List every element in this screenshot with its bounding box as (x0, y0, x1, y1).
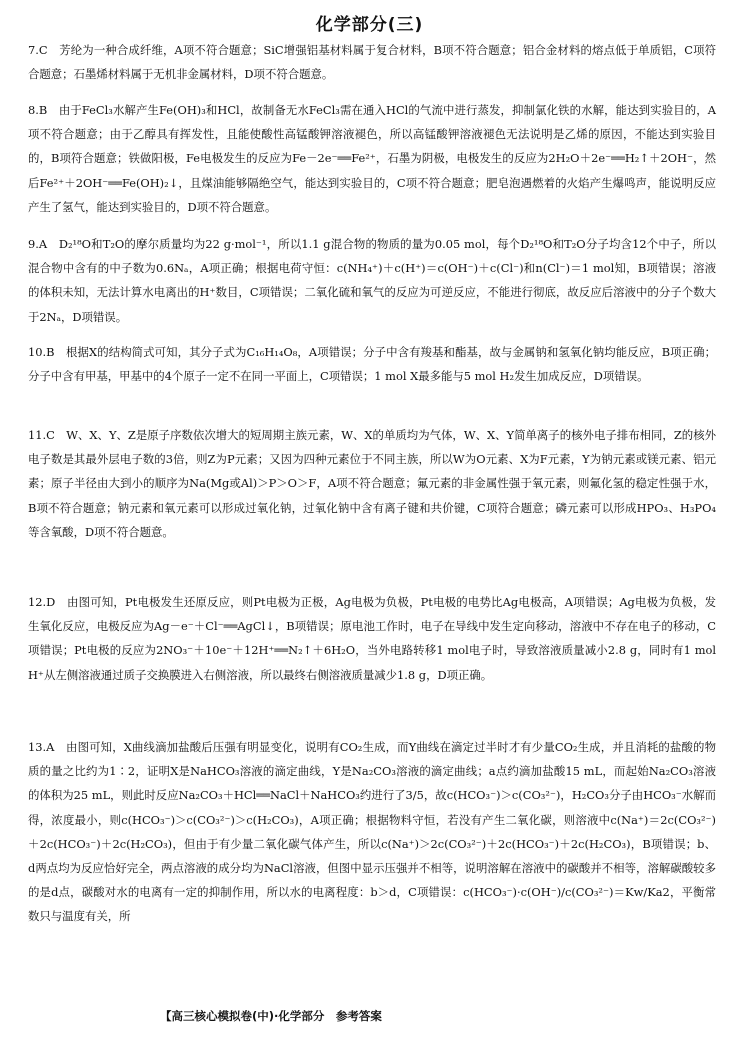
answer-text: 11.C W、X、Y、Z是原子序数依次增大的短周期主族元素，W、X的单质均为气体，W、X、Y简单离子的核外电子排布相同，Z的核外电子数是其最外层电子数的3倍，则Z为P元素；又因为四种元素位于不同主族，所以W为O元素、X为F元素，Y为钠元素或镁元素、铝元素；原子半径由大到小的顺序为Na(Mg或Al)＞P＞O＞F，A项不符合题意；氟元素的非金属性强于氧元素，则氟化氢的稳定性强于水，B项不符合题意；钠元素和氧元素可以形成过氧化钠，过氧化钠中含有离子键和共价键，C项符合题意；磷元素可以形成HPO₃、H₃PO₄等含氧酸，D项不符合题意。 (28, 428, 716, 539)
answer-q7 (28, 38, 716, 86)
answer-q9 (28, 232, 716, 329)
answer-text: 13.A 由图可知，X曲线滴加盐酸后压强有明显变化，说明有CO₂生成，而Y曲线在滴定过半时才有少量CO₂生成，并且消耗的盐酸的物质的量之比约为1∶2，证明X是NaHCO₃溶液的滴定曲线，Y是Na₂CO₃溶液的滴定曲线；a点约滴加盐酸15 mL，而起始Na₂CO₃溶液的体积为25 mL，则此时反应Na₂CO₃＋HCl══NaCl＋NaHCO₃约进行了3/5，故c(HCO₃⁻)＞c(CO₃²⁻)，H₂CO₃分子由HCO₃⁻水解而得，浓度最小，则c(HCO₃⁻)＞c(CO₃²⁻)＞c(H₂CO₃)，A项正确；根据物料守恒，若没有产生二氧化碳，则溶液中c(Na⁺)＝2c(CO₃²⁻)＋2c(HCO₃⁻)＋2c(H₂CO₃)，但由于有少量二氧化碳气体产生，所以c(Na⁺)＞2c(CO₃²⁻)＋2c(HCO₃⁻)＋2c(H₂CO₃)，B项错误；b、d两点均为反应恰好完全，两点溶液的成分均为NaCl溶液，但图中显示压强并不相等，说明溶解在溶液中的碳酸并不相等，溶解碳酸较多的是d点，碳酸对水的电离有一定的抑制作用，所以水的电离程度：b＞d，C项错误：c(HCO₃⁻)·c(OH⁻)/c(CO₃²⁻)＝Kw/Ka2，平衡常数只与温度有关，所 (28, 740, 716, 924)
answer-q13 (28, 735, 716, 929)
answer-text: 9.A D₂¹⁸O和T₂O的摩尔质量均为22 g·mol⁻¹，所以1.1 g混合物的物质的量为0.05 mol，每个D₂¹⁸O和T₂O分子均含12个中子，所以混合物中含有的中子数为0.6Nₐ，A项正确；根据电荷守恒：c(NH₄⁺)＋c(H⁺)＝c(OH⁻)＋c(Cl⁻)和n(Cl⁻)＝1 mol知，B项错误；溶液的体积未知，无法计算水电离出的H⁺数目，C项错误；二氧化硫和氧气的反应为可逆反应，不能进行彻底，故反应后溶液中的分子个数大于2Nₐ，D项错误。 (28, 237, 716, 324)
answer-text: 7.C 芳纶为一种合成纤维，A项不符合题意；SiC增强铝基材料属于复合材料，B项不符合题意；铝合金材料的熔点低于单质铝，C项符合题意；石墨烯材料属于无机非金属材料，D项不符合题意。 (28, 43, 716, 82)
answer-q12 (28, 590, 716, 687)
page-title: 化学部分(三) (315, 15, 424, 35)
answer-text: 12.D 由图可知，Pt电极发生还原反应，则Pt电极为正极，Ag电极为负极，Pt电极的电势比Ag电极高，A项错误；Ag电极为负极，发生氧化反应，电极反应为Ag－e⁻＋Cl⁻══AgCl↓，B项错误；原电池工作时，电子在导线中发生定向移动，溶液中不存在电子的移动，C项错误；Pt电极的反应为2NO₃⁻＋10e⁻＋12H⁺══N₂↑＋6H₂O，当外电路转移1 mol电子时，导致溶液质量减小2.8 g，同时有1 mol H⁺从左侧溶液通过质子交换膜进入右侧溶液，所以最终右侧溶液质量减少1.8 g，D项正确。 (28, 595, 716, 682)
answer-q11 (28, 423, 716, 544)
answer-text: 8.B 由于FeCl₃水解产生Fe(OH)₃和HCl，故制备无水FeCl₃需在通入HCl的气流中进行蒸发，抑制氯化铁的水解，能达到实验目的，A项不符合题意；由于乙醇具有挥发性，且能使酸性高锰酸钾溶液褪色，所以高锰酸钾溶液褪色无法说明是乙烯的原因，不能达到实验目的，B项符合题意；铁做阳极，Fe电极发生的反应为Fe－2e⁻══Fe²⁺，石墨为阴极，电极发生的反应为2H₂O＋2e⁻══H₂↑＋2OH⁻，然后Fe²⁺＋2OH⁻══Fe(OH)₂↓，且煤油能够隔绝空气，能达到实验目的，C项不符合题意；肥皂泡遇燃着的火焰产生爆鸣声，能说明反应产生了氢气，能达到实验目的，D项不符合题意。 (28, 103, 716, 214)
answer-text: 10.B 根据X的结构简式可知，其分子式为C₁₆H₁₄O₈，A项错误；分子中含有羧基和酯基，故与金属钠和氢氧化钠均能反应，B项正确；分子中含有甲基，甲基中的4个原子一定不在同一平面上，C项错误；1 mol X最多能与5 mol H₂发生加成反应，D项错误。 (28, 345, 716, 384)
answer-q8 (28, 98, 716, 219)
page-footer: 【高三核心模拟卷(中)·化学部分 参考答案 (160, 1009, 382, 1023)
answer-q10 (28, 340, 716, 388)
